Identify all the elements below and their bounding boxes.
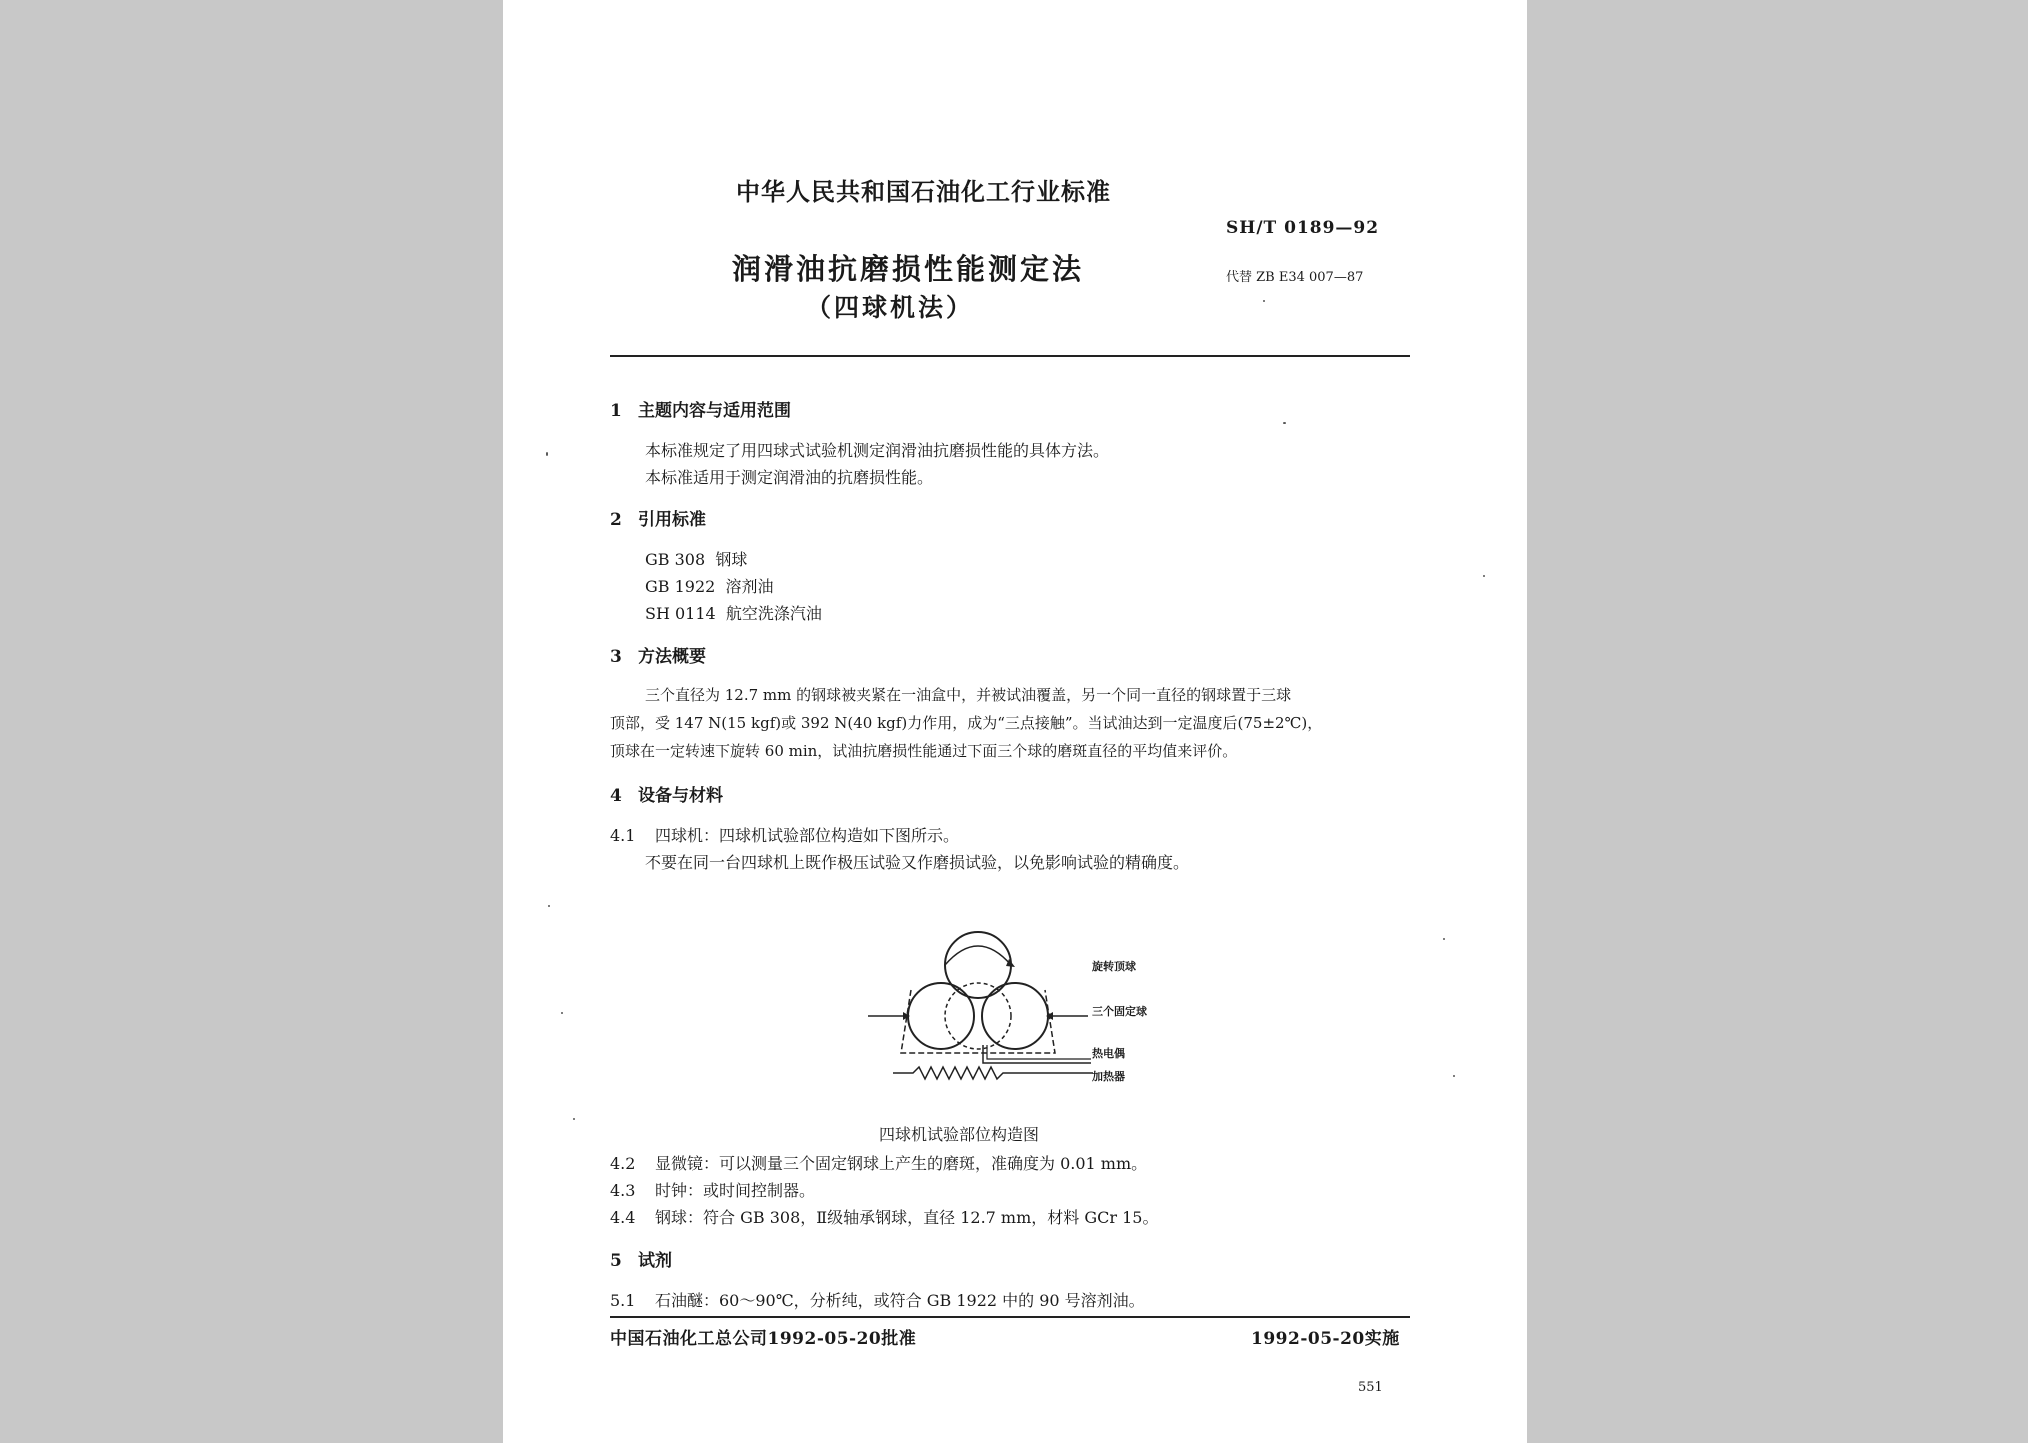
figure-caption: 四球机试验部位构造图: [879, 1125, 1040, 1144]
scan-speck: [1263, 300, 1265, 302]
section-number: 3: [610, 647, 622, 667]
section-1-paragraph-1: 本标准规定了用四球式试验机测定润滑油抗磨损性能的具体方法。: [645, 441, 1110, 460]
section-3-heading: [610, 642, 706, 667]
section-title: 引用标准: [638, 510, 706, 530]
item-number: 4.3: [610, 1181, 636, 1200]
thermocouple: [983, 1045, 1091, 1063]
reference-name: 钢球: [715, 550, 748, 569]
section-title: 设备与材料: [638, 786, 723, 806]
reference-code: SH 0114: [645, 604, 716, 623]
heater: [893, 1067, 1093, 1079]
scan-speck: [1453, 1075, 1455, 1077]
standard-title: 中华人民共和国石油化工行业标准: [736, 177, 1111, 206]
section-2-heading: [610, 505, 706, 530]
effective-date: 1992-05-20实施: [1251, 1329, 1400, 1349]
page-number: 551: [1358, 1380, 1383, 1395]
item-4-1-note: 不要在同一台四球机上既作极压试验又作磨损试验，以免影响试验的精确度。: [645, 853, 1190, 872]
scan-speck: [561, 1012, 563, 1014]
rotating-top-ball: [945, 932, 1011, 998]
section-3-line-2: 顶部，受 147 N(15 kgf)或 392 N(40 kgf)力作用，成为“三点接触”。当试油达到一定温度后(75±2℃)，: [610, 714, 1323, 732]
item-4-2: [610, 1151, 1147, 1174]
scan-speck: [573, 1118, 575, 1120]
item-number: 4.4: [610, 1208, 636, 1227]
fixed-ball-right: [982, 983, 1048, 1049]
item-text: 时钟：或时间控制器。: [655, 1181, 816, 1200]
section-title: 方法概要: [638, 647, 706, 667]
item-text: 石油醚：60～90℃，分析纯，或符合 GB 1922 中的 90 号溶剂油。: [655, 1291, 1145, 1310]
item-text: 四球机：四球机试验部位构造如下图所示。: [655, 826, 960, 845]
section-number: 5: [610, 1251, 622, 1271]
document-title: 润滑油抗磨损性能测定法: [732, 252, 1085, 286]
item-number: 4.2: [610, 1154, 636, 1173]
section-5-heading: [610, 1246, 672, 1271]
document-subtitle: （四球机法）: [806, 293, 975, 322]
reference-name: 航空洗涤汽油: [725, 604, 822, 623]
scan-speck: [546, 452, 548, 456]
reference-code: GB 1922: [645, 577, 716, 596]
item-number: 4.1: [610, 826, 636, 845]
reference-row: [645, 574, 774, 597]
document-page: [503, 0, 1527, 1443]
scan-speck: [1443, 938, 1445, 940]
fixed-ball-left: [908, 983, 974, 1049]
replaces-standard: 代替 ZB E34 007—87: [1226, 270, 1364, 285]
section-number: 4: [610, 786, 622, 806]
section-1-heading: [610, 396, 791, 421]
reference-row: [645, 547, 747, 570]
item-4-3: [610, 1178, 815, 1201]
section-title: 主题内容与适用范围: [638, 401, 791, 421]
approval-line: 中国石油化工总公司1992-05-20批准: [610, 1329, 917, 1349]
reference-code: GB 308: [645, 550, 706, 569]
scan-speck: [548, 905, 550, 907]
figure-label-top-ball: 旋转顶球: [1092, 960, 1136, 973]
section-3-line-1: 三个直径为 12.7 mm 的钢球被夹紧在一油盒中，并被试油覆盖，另一个同一直径的钢球置于三球: [645, 686, 1292, 704]
fixed-ball-middle: [945, 983, 1011, 1049]
item-4-1: [610, 823, 959, 846]
item-4-4: [610, 1205, 1158, 1228]
section-1-paragraph-2: 本标准适用于测定润滑油的抗磨损性能。: [645, 468, 934, 487]
section-number: 2: [610, 510, 622, 530]
item-text: 显微镜：可以测量三个固定钢球上产生的磨斑，准确度为 0.01 mm。: [655, 1154, 1148, 1173]
section-title: 试剂: [638, 1251, 672, 1271]
header-divider: [610, 355, 1410, 357]
item-text: 钢球：符合 GB 308，Ⅱ级轴承钢球，直径 12.7 mm，材料 GCr 15。: [655, 1208, 1159, 1227]
standard-code: SH/T 0189—92: [1226, 218, 1380, 238]
scan-speck: [1283, 422, 1286, 424]
figure-label-thermocouple: 热电偶: [1092, 1047, 1125, 1060]
scan-speck: [1483, 575, 1485, 577]
item-number: 5.1: [610, 1291, 636, 1310]
footer-divider: [610, 1316, 1410, 1318]
reference-row: [645, 601, 822, 624]
section-3-line-3: 顶球在一定转速下旋转 60 min，试油抗磨损性能通过下面三个球的磨斑直径的平均值来评价。: [610, 742, 1238, 760]
figure-label-fixed-balls: 三个固定球: [1092, 1005, 1147, 1018]
figure-label-heater: 加热器: [1092, 1070, 1125, 1083]
item-5-1: [610, 1288, 1145, 1311]
reference-name: 溶剂油: [725, 577, 774, 596]
section-4-heading: [610, 781, 723, 806]
section-number: 1: [610, 401, 622, 421]
